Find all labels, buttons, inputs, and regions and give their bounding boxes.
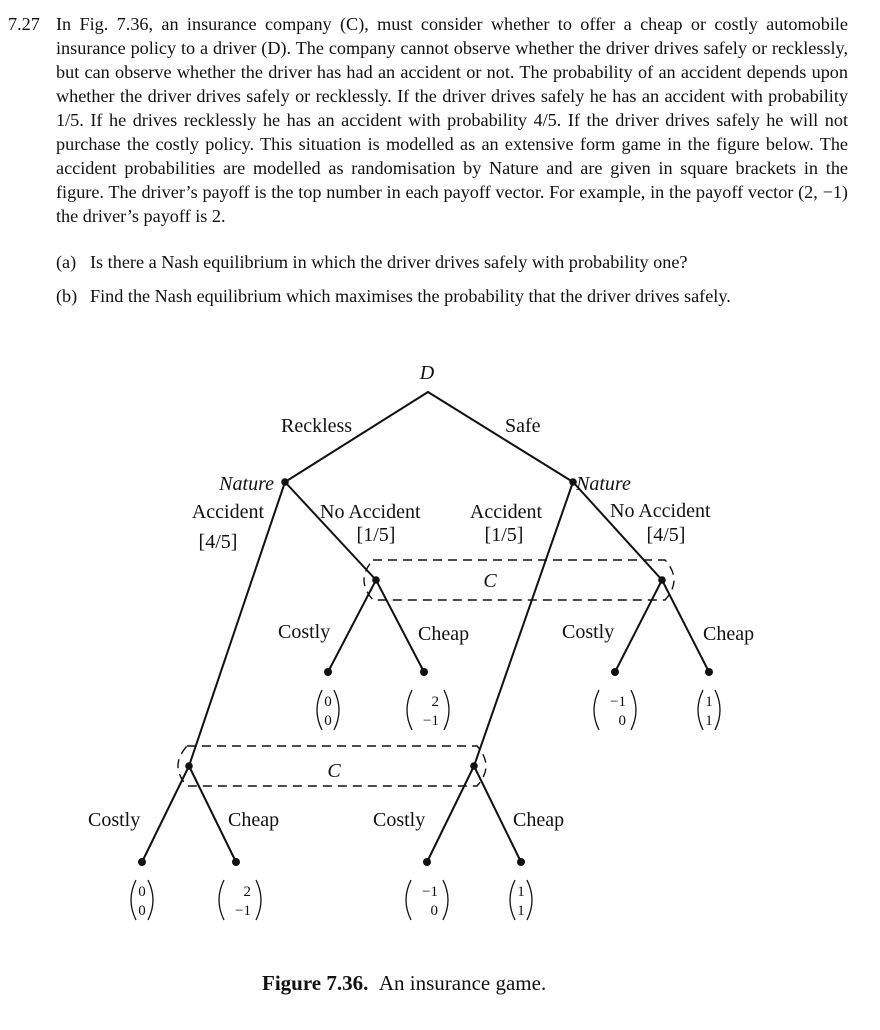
probability-label: [4/5]: [198, 531, 238, 553]
edge-cheap: [662, 580, 709, 672]
company-node: [372, 576, 380, 584]
action-label-costly: Costly: [88, 809, 141, 831]
problem-number: 7.27: [8, 14, 40, 34]
part-label: (b): [56, 286, 78, 306]
branch-label-accident: Accident: [191, 501, 264, 523]
information-set-no-accident: [364, 560, 674, 600]
edge-safe: [428, 392, 573, 482]
payoff-driver: 0: [324, 694, 332, 710]
payoff-vector: [406, 880, 448, 920]
payoff-vectors: [131, 690, 720, 920]
nature-label: Nature: [576, 473, 631, 495]
branch-label-no-accident: No Accident: [610, 500, 711, 522]
terminal-node: [232, 858, 240, 866]
edge-reckless: [285, 392, 428, 482]
company-label: C: [483, 570, 497, 592]
terminal-node: [138, 858, 146, 866]
nature-label: Nature: [219, 473, 274, 495]
action-label-cheap: Cheap: [418, 623, 470, 645]
edge-reckless-accident: [189, 482, 285, 766]
payoff-company: −1: [423, 713, 439, 729]
payoff-vector: [219, 880, 261, 920]
payoff-company: 1: [517, 903, 525, 919]
payoff-driver: 1: [517, 884, 525, 900]
terminal-node: [324, 668, 332, 676]
payoff-company: −1: [235, 903, 251, 919]
terminal-node: [423, 858, 431, 866]
probability-label: [1/5]: [356, 524, 396, 546]
payoff-driver: 2: [243, 884, 251, 900]
payoff-vector: [698, 690, 720, 730]
payoff-vector: [510, 880, 532, 920]
terminal-node: [420, 668, 428, 676]
figure-caption: [262, 971, 546, 996]
payoff-driver: 1: [705, 694, 713, 710]
driver-node-label: D: [419, 362, 435, 384]
figure-caption-text: An insurance game.: [378, 971, 547, 995]
part-text: Find the Nash equilibrium which maximises the probability that the driver drives safely.: [90, 286, 731, 306]
action-label-costly: Costly: [373, 809, 426, 831]
payoff-vector: [131, 880, 153, 920]
payoff-company: 0: [138, 903, 146, 919]
probability-label: [4/5]: [646, 524, 686, 546]
branch-label-safe: Safe: [505, 415, 541, 437]
company-node: [470, 762, 478, 770]
company-node: [658, 576, 666, 584]
action-label-cheap: Cheap: [513, 809, 565, 831]
payoff-driver: −1: [610, 694, 626, 710]
branch-label-accident: Accident: [469, 501, 543, 523]
company-node: [185, 762, 193, 770]
branch-label-no-accident: No Accident: [320, 501, 421, 523]
probability-label: [1/5]: [484, 524, 524, 546]
action-label-cheap: Cheap: [703, 623, 755, 645]
terminal-node: [611, 668, 619, 676]
action-label-cheap: Cheap: [228, 809, 280, 831]
payoff-driver: −1: [422, 884, 438, 900]
edge-costly: [427, 766, 474, 862]
terminal-node: [705, 668, 713, 676]
payoff-driver: 0: [138, 884, 146, 900]
payoff-company: 0: [324, 713, 332, 729]
payoff-company: 1: [705, 713, 713, 729]
payoff-company: 0: [430, 903, 438, 919]
terminal-node: [517, 858, 525, 866]
action-label-costly: Costly: [278, 621, 331, 643]
part-text: Is there a Nash equilibrium in which the driver drives safely with probability one?: [90, 252, 688, 272]
payoff-vector: [407, 690, 449, 730]
figure-label: Figure 7.36.: [262, 971, 369, 995]
payoff-company: 0: [618, 713, 626, 729]
edge-costly: [615, 580, 662, 672]
company-label: C: [327, 760, 341, 782]
payoff-vector: [317, 690, 339, 730]
action-label-costly: Costly: [562, 621, 615, 643]
nature-node: [281, 478, 289, 486]
part-label: (a): [56, 252, 77, 272]
payoff-driver: 2: [431, 694, 439, 710]
problem-text: In Fig. 7.36, an insurance company (C), must consider whether to offer a cheap or costly automobile insurance policy to a driver (D). The company cannot observe whether the driver drives safely or recklessly, but can observe whether the driver has had an accident or not. The probability of an accident depends upon whether the driver drives safely or recklessly. If the driver drives safely he has an accident with probability 1/5. If he drives recklessly he has an accident with probability 4/5. If the driver drives safely he will not purchase the costly policy. This situation is modelled as an extensive form game in the figure below. The accident probabilities are modelled as randomisation by Nature and are given in square brackets in the figure. The driver’s payoff is the top number in each payoff vector. For example, in the payoff vector (2, −1) the driver’s payoff is 2.: [56, 14, 848, 226]
payoff-vector: [594, 690, 636, 730]
edge-cheap: [376, 580, 424, 672]
branch-label-reckless: Reckless: [281, 415, 353, 437]
